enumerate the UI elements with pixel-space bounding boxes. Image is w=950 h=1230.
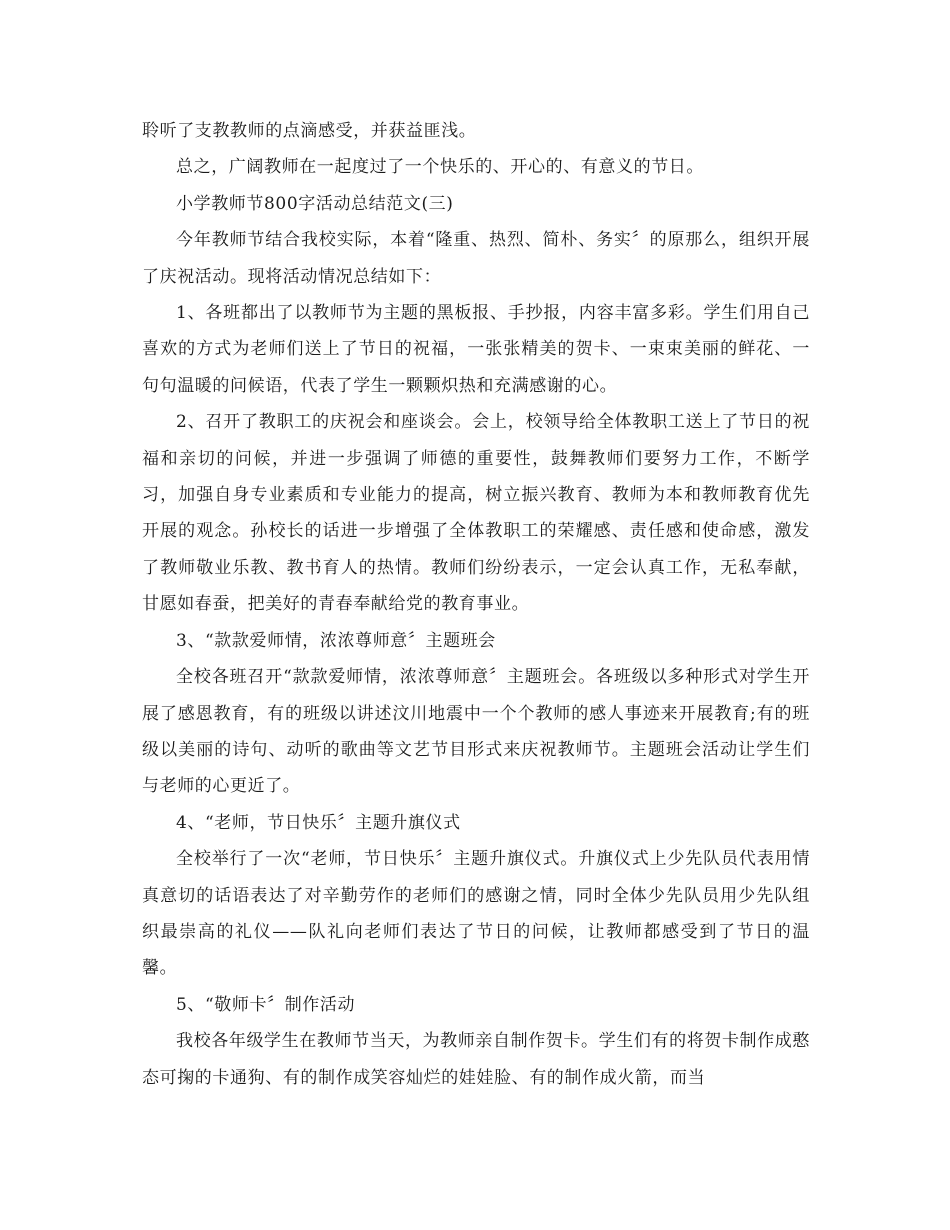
document-body xyxy=(142,113,810,1096)
heading-item-3: 3、“款款爱师情，浓浓尊师意〞主题班会 xyxy=(176,630,496,651)
heading-item-4: 4、“老师，节日快乐〞主题升旗仪式 xyxy=(176,812,461,833)
paragraph-item-3: 全校各班召开“款款爱师情，浓浓尊师意〞主题班会。各班级以多种形式对学生开展了感恩教育，有的班级以讲述汶川地震中一个个教师的感人事迹来开展教育;有的班级以美丽的诗句、动听的歌曲等文艺节目形式来庆祝教师节。主题班会活动让学生们与老师的心更近了。 xyxy=(142,667,810,797)
paragraph-1: 聆听了支教教师的点滴感受，并获益匪浅。 xyxy=(142,121,477,141)
paragraph-intro: 今年教师节结合我校实际，本着“隆重、热烈、简朴、务实〞的原那么，组织开展了庆祝活动。现将活动情况总结如下： xyxy=(142,230,810,287)
paragraph-item-5: 我校各年级学生在教师节当天，为教师亲自制作贺卡。学生们有的将贺卡制作成憨态可掬的卡通狗、有的制作成笑容灿烂的娃娃脸、有的制作成火箭，而当 xyxy=(142,1031,810,1088)
section-heading-3: 小学教师节800字活动总结范文(三) xyxy=(176,193,454,214)
paragraph-item-2: 2、召开了教职工的庆祝会和座谈会。会上，校领导给全体教职工送上了节日的祝福和亲切的问候，并进一步强调了师德的重要性，鼓舞教师们要努力工作，不断学习，加强自身专业素质和专业能力的提高，树立振兴教育、教师为本和教师教育优先开展的观念。孙校长的话进一步增强了全体教职工的荣耀感、责任感和使命感，激发了教师敬业乐教、教书育人的热情。教师们纷纷表示，一定会认真工作，无私奉献，甘愿如春蚕，把美好的青春奉献给党的教育事业。 xyxy=(142,412,810,615)
paragraph-item-1: 1、各班都出了以教师节为主题的黑板报、手抄报，内容丰富多彩。学生们用自己喜欢的方式为老师们送上了节日的祝福，一张张精美的贺卡、一束束美丽的鲜花、一句句温暖的问候语，代表了学生一颗颗炽热和充满感谢的心。 xyxy=(142,303,810,396)
paragraph-2: 总之，广阔教师在一起度过了一个快乐的、开心的、有意义的节日。 xyxy=(176,157,704,178)
heading-item-5: 5、“敬师卡〞制作活动 xyxy=(176,994,356,1015)
paragraph-item-4: 全校举行了一次“老师，节日快乐〞主题升旗仪式。升旗仪式上少先队员代表用情真意切的话语表达了对辛勤劳作的老师们的感谢之情，同时全体少先队员用少先队组织最崇高的礼仪——队礼向老师们表达了节日的问候，让教师都感受到了节日的温馨。 xyxy=(142,849,810,979)
